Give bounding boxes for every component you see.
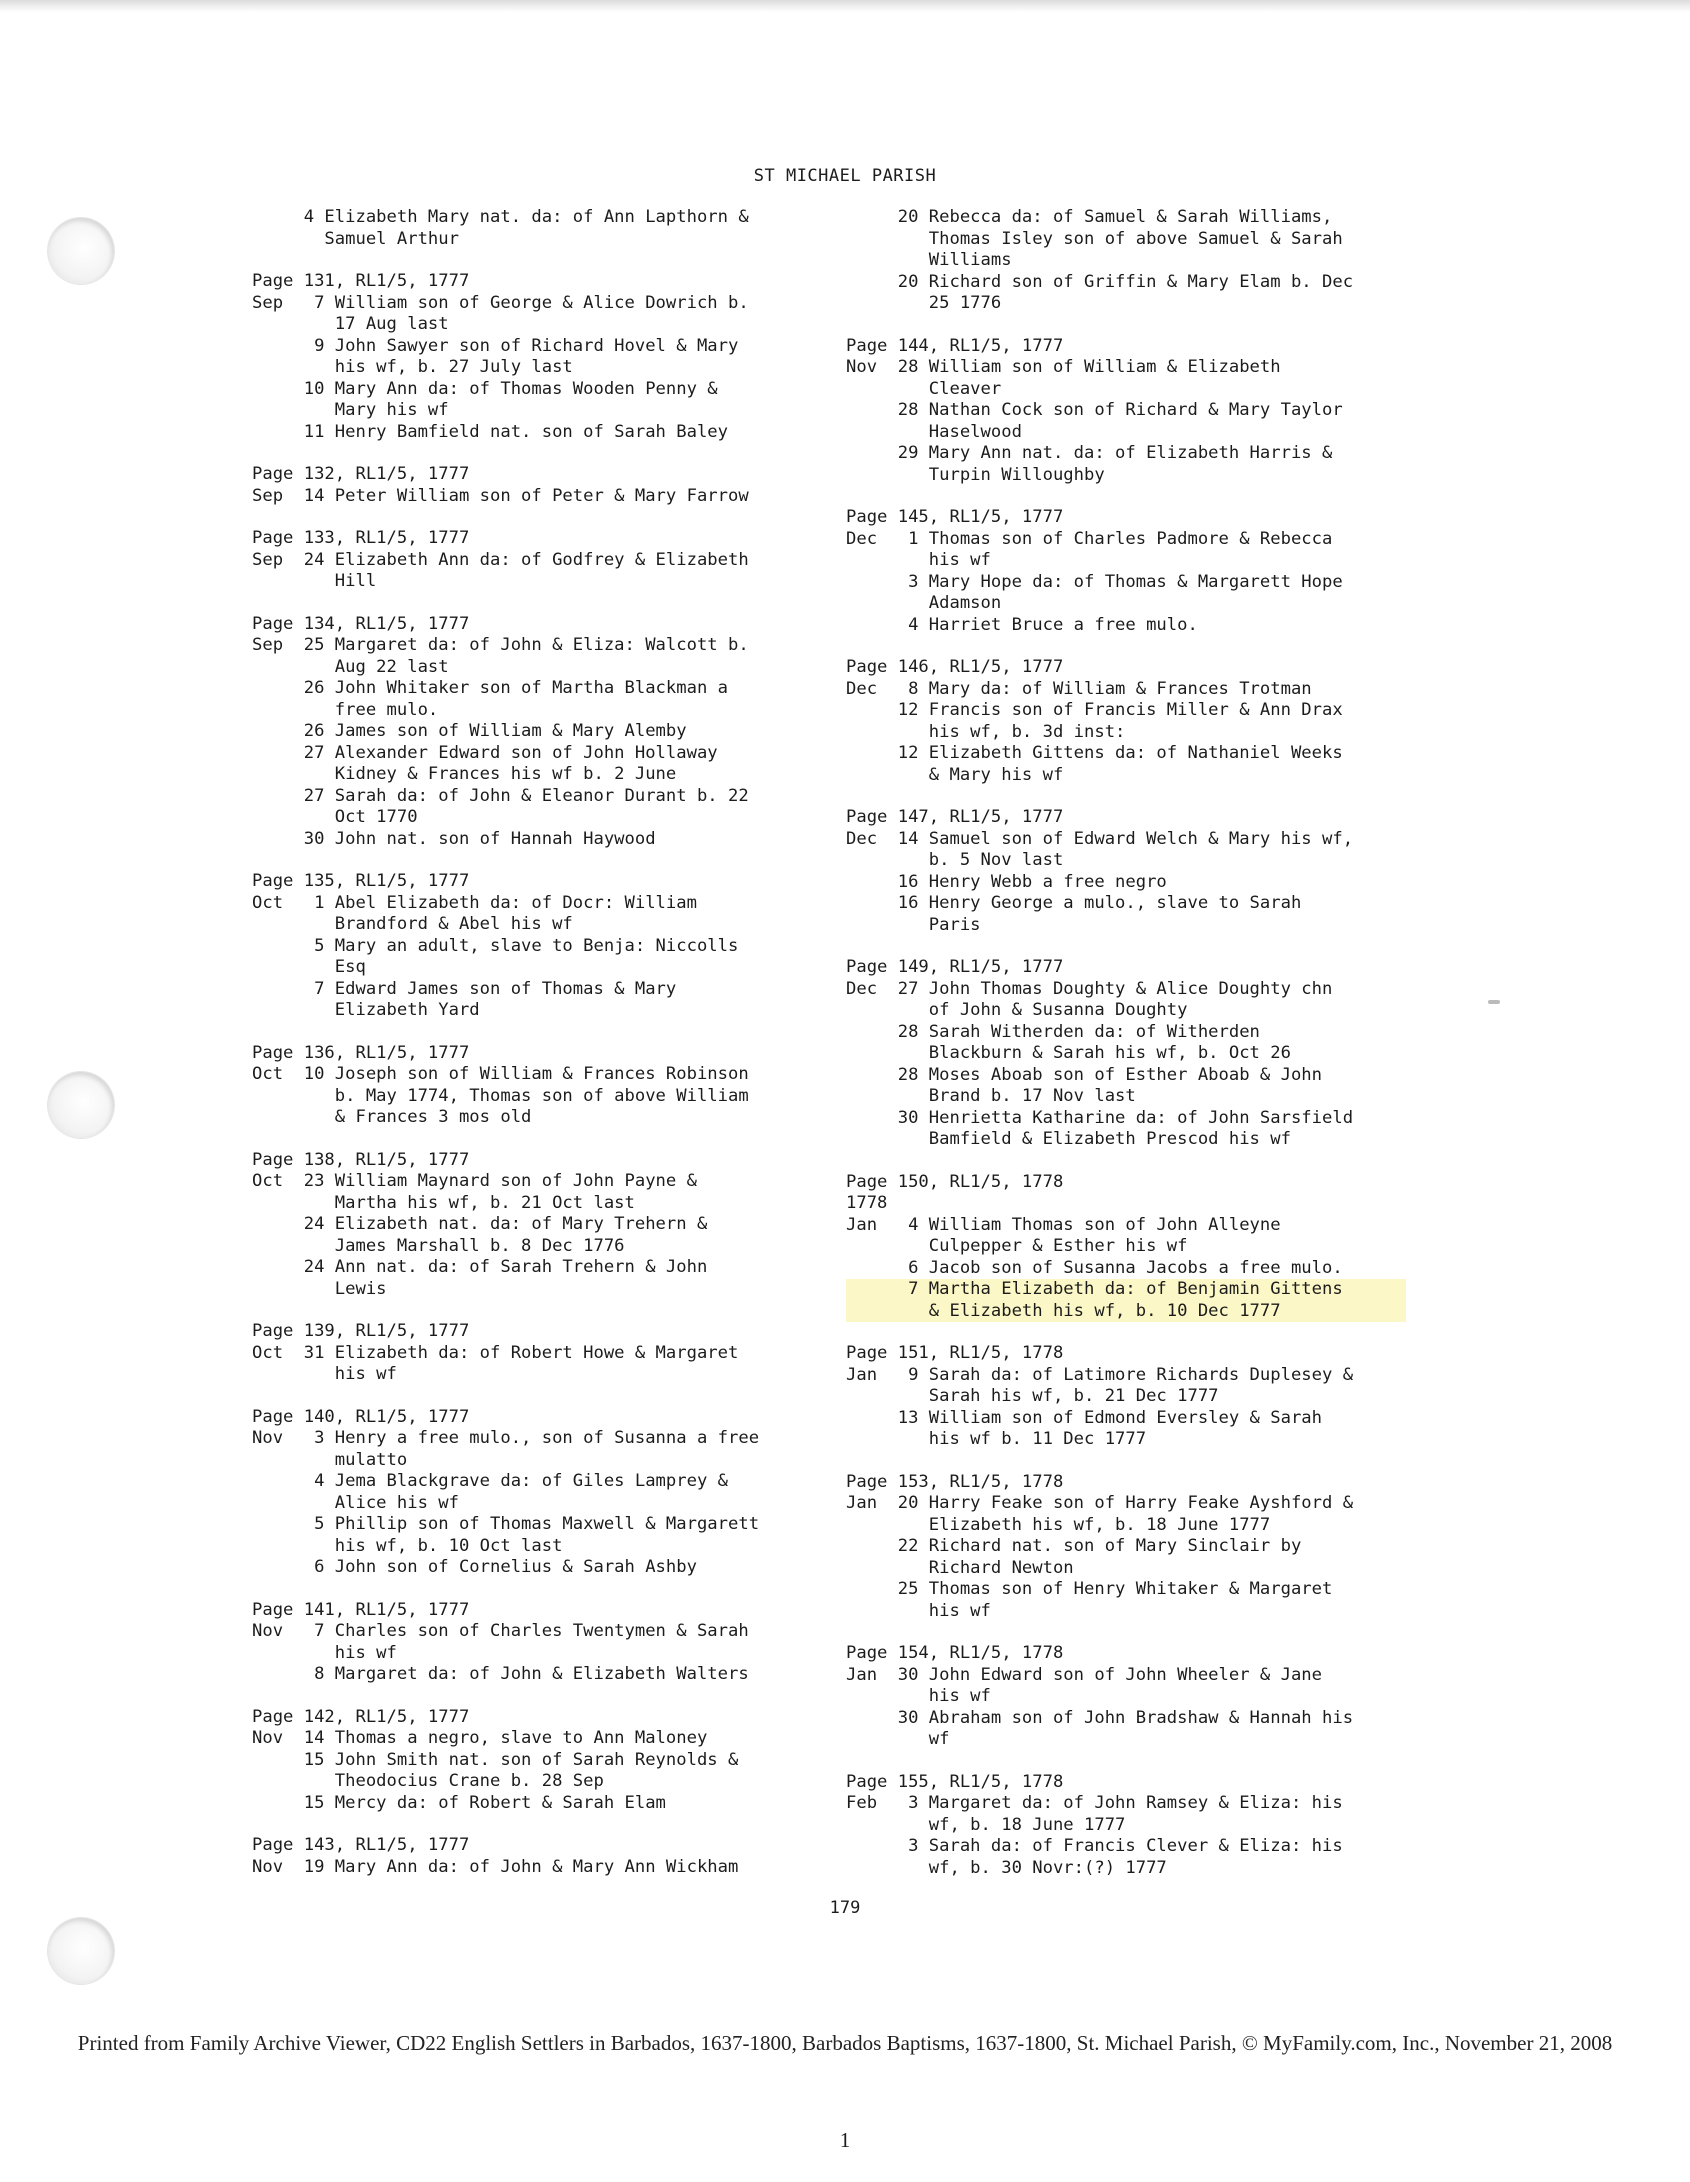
- entry-line: 5 Mary an adult, slave to Benja: Niccolls: [252, 935, 739, 956]
- entry-line: 11 Henry Bamfield nat. son of Sarah Baley: [252, 421, 728, 442]
- page-reference-line: Page 138, RL1/5, 1777: [252, 1149, 470, 1170]
- left-column: [252, 207, 812, 1878]
- register-entry-block: [252, 1600, 812, 1686]
- entry-line: 26 John Whitaker son of Martha Blackman a: [252, 678, 728, 698]
- entry-line: 26 James son of William & Mary Alemby: [252, 721, 687, 741]
- register-page-number: 179: [829, 1898, 861, 1918]
- entry-line: Sep 7 William son of George & Alice Dowrich b.: [252, 292, 749, 313]
- entry-gap: [846, 936, 1406, 957]
- page-reference-line: Page 141, RL1/5, 1777: [252, 1599, 470, 1620]
- entry-line: Sep 24 Elizabeth Ann da: of Godfrey & Elizabeth: [252, 549, 749, 570]
- entry-line: Dec 14 Samuel son of Edward Welch & Mary his wf,: [846, 828, 1354, 849]
- entry-line: his wf b. 11 Dec 1777: [846, 1429, 1147, 1449]
- entry-line: Williams: [846, 250, 1012, 270]
- register-entry-block: [252, 528, 812, 593]
- entry-line: Jan 30 John Edward son of John Wheeler & Jane: [846, 1664, 1322, 1685]
- entry-line: 28 Sarah Witherden da: of Witherden: [846, 1021, 1260, 1042]
- entry-line: 7 Martha Elizabeth da: of Benjamin Gittens: [846, 1279, 1406, 1301]
- entry-line: mulatto: [252, 1449, 408, 1470]
- register-entry-block: [846, 807, 1406, 936]
- entry-gap: [846, 1322, 1406, 1343]
- entry-line: Elizabeth Yard: [252, 1000, 480, 1020]
- entry-line: Cleaver: [846, 378, 1002, 399]
- entry-line: 24 Elizabeth nat. da: of Mary Trehern &: [252, 1214, 708, 1234]
- entry-line: wf, b. 30 Novr:(?) 1777: [846, 1857, 1167, 1878]
- page-reference-line: Page 147, RL1/5, 1777: [846, 807, 1064, 827]
- entry-line: 28 Moses Aboab son of Esther Aboab & John: [846, 1064, 1322, 1085]
- register-entry-block: [252, 1835, 812, 1878]
- entry-gap: [252, 1386, 812, 1407]
- entry-line: 3 Mary Hope da: of Thomas & Margarett Hope: [846, 571, 1343, 592]
- entry-line: Sep 14 Peter William son of Peter & Mary Farrow: [252, 485, 749, 506]
- entry-line: 30 Abraham son of John Bradshaw & Hannah his: [846, 1707, 1354, 1728]
- page-reference-line: Page 136, RL1/5, 1777: [252, 1042, 470, 1063]
- right-column: [846, 207, 1406, 1879]
- entry-line: Brandford & Abel his wf: [252, 914, 573, 934]
- entry-line: Elizabeth his wf, b. 18 June 1777: [846, 1514, 1271, 1535]
- entry-line: Oct 23 William Maynard son of John Payne &: [252, 1171, 697, 1191]
- register-entry-block: [846, 336, 1406, 487]
- entry-line: Richard Newton: [846, 1557, 1074, 1578]
- entry-line: 30 John nat. son of Hannah Haywood: [252, 828, 656, 849]
- binder-hole-bottom: [48, 1918, 114, 1984]
- entry-line: Haselwood: [846, 421, 1022, 442]
- entry-line: 15 John Smith nat. son of Sarah Reynolds &: [252, 1749, 739, 1770]
- register-entry-block: [252, 1707, 812, 1815]
- entry-line: Kidney & Frances his wf b. 2 June: [252, 764, 677, 784]
- entry-line: Martha his wf, b. 21 Oct last: [252, 1192, 635, 1213]
- entry-line: 25 1776: [846, 293, 1002, 313]
- register-entry-block: [252, 464, 812, 507]
- entry-line: Culpepper & Esther his wf: [846, 1236, 1188, 1256]
- entry-gap: [252, 1022, 812, 1043]
- entry-gap: [252, 1300, 812, 1321]
- entry-line: Alice his wf: [252, 1492, 459, 1513]
- entry-line: Dec 27 John Thomas Doughty & Alice Doughty chn: [846, 978, 1333, 999]
- entry-gap: [252, 1129, 812, 1150]
- entry-line: Nov 7 Charles son of Charles Twentymen & Sarah: [252, 1621, 749, 1641]
- entry-gap: [846, 636, 1406, 657]
- page-reference-line: Page 155, RL1/5, 1778: [846, 1771, 1064, 1792]
- entry-line: Oct 31 Elizabeth da: of Robert Howe & Margaret: [252, 1342, 739, 1363]
- page-reference-line: Page 143, RL1/5, 1777: [252, 1835, 470, 1855]
- entry-line: & Frances 3 mos old: [252, 1107, 532, 1127]
- page-reference-line: Page 133, RL1/5, 1777: [252, 528, 470, 548]
- register-entry-block: [846, 957, 1406, 1151]
- page-reference-line: Page 132, RL1/5, 1777: [252, 464, 470, 484]
- print-footer: Printed from Family Archive Viewer, CD22 English Settlers in Barbados, 1637-1800, Barbados Baptisms, 1637-1800, St. Michael Parish, © MyFamily.com, Inc., November 21, 2008: [77, 2031, 1613, 2055]
- register-entry-block: [252, 1407, 812, 1579]
- entry-gap: [252, 507, 812, 528]
- page-title: ST MICHAEL PARISH: [753, 166, 937, 186]
- register-entry-block: [252, 614, 812, 851]
- entry-line: his wf: [846, 1600, 991, 1621]
- entry-line: 15 Mercy da: of Robert & Sarah Elam: [252, 1792, 666, 1813]
- entry-gap: [846, 486, 1406, 507]
- entry-gap: [846, 786, 1406, 807]
- register-entry-block: [252, 871, 812, 1022]
- entry-line: Esq: [252, 957, 366, 977]
- entry-line: 10 Mary Ann da: of Thomas Wooden Penny &: [252, 378, 718, 399]
- page-reference-line: Page 146, RL1/5, 1777: [846, 657, 1064, 677]
- register-entry-block: [252, 271, 812, 443]
- entry-line: Turpin Willoughby: [846, 464, 1105, 485]
- entry-line: Oct 10 Joseph son of William & Frances Robinson: [252, 1064, 749, 1084]
- entry-line: 16 Henry George a mulo., slave to Sarah: [846, 893, 1302, 913]
- page-reference-line: Page 154, RL1/5, 1778: [846, 1643, 1064, 1663]
- register-entry-block: [846, 1472, 1406, 1623]
- page-reference-line: Page 149, RL1/5, 1777: [846, 957, 1064, 977]
- entry-line: 29 Mary Ann nat. da: of Elizabeth Harris &: [846, 443, 1333, 463]
- entry-line: 8 Margaret da: of John & Elizabeth Walters: [252, 1664, 749, 1684]
- entry-line: b. 5 Nov last: [846, 850, 1064, 870]
- register-entry-block: [252, 1043, 812, 1129]
- page-reference-line: Page 134, RL1/5, 1777: [252, 613, 470, 634]
- entry-line: Feb 3 Margaret da: of John Ramsey & Eliza: his: [846, 1793, 1343, 1813]
- entry-line: Samuel Arthur: [252, 228, 459, 249]
- entry-line: Hill: [252, 571, 377, 591]
- entry-line: Adamson: [846, 593, 1002, 613]
- register-entry-block: [846, 1772, 1406, 1880]
- entry-line: of John & Susanna Doughty: [846, 1000, 1188, 1020]
- binder-hole-middle: [48, 1072, 114, 1138]
- entry-line: 25 Thomas son of Henry Whitaker & Margaret: [846, 1579, 1333, 1599]
- entry-line: 6 Jacob son of Susanna Jacobs a free mulo.: [846, 1257, 1343, 1278]
- entry-line: Blackburn & Sarah his wf, b. Oct 26: [846, 1043, 1291, 1063]
- entry-line: his wf: [252, 1364, 397, 1384]
- entry-line: Jan 20 Harry Feake son of Harry Feake Ayshford &: [846, 1493, 1354, 1513]
- entry-line: wf: [846, 1729, 950, 1749]
- register-entry-block: [846, 1643, 1406, 1751]
- entry-line: Paris: [846, 914, 981, 935]
- entry-line: 17 Aug last: [252, 314, 449, 334]
- entry-line: b. May 1774, Thomas son of above William: [252, 1085, 749, 1106]
- page-reference-line: Page 144, RL1/5, 1777: [846, 335, 1064, 356]
- register-entry-block: [846, 1343, 1406, 1451]
- entry-line: Sep 25 Margaret da: of John & Eliza: Walcott b.: [252, 635, 749, 655]
- entry-gap: [846, 1151, 1406, 1172]
- entry-gap: [252, 593, 812, 614]
- entry-line: 12 Francis son of Francis Miller & Ann Drax: [846, 700, 1343, 720]
- entry-gap: [252, 850, 812, 871]
- entry-line: Bamfield & Elizabeth Prescod his wf: [846, 1129, 1291, 1149]
- entry-line: Aug 22 last: [252, 656, 449, 677]
- entry-line: 9 John Sawyer son of Richard Hovel & Mary: [252, 335, 739, 356]
- entry-line: 4 Jema Blackgrave da: of Giles Lamprey &: [252, 1471, 728, 1491]
- entry-line: Nov 14 Thomas a negro, slave to Ann Maloney: [252, 1728, 708, 1748]
- entry-gap: [846, 315, 1406, 336]
- entry-line: his wf, b. 3d inst:: [846, 721, 1126, 742]
- entry-gap: [846, 1751, 1406, 1772]
- entry-gap: [252, 1579, 812, 1600]
- entry-line: Jan 9 Sarah da: of Latimore Richards Duplesey &: [846, 1364, 1354, 1385]
- entry-line: 4 Harriet Bruce a free mulo.: [846, 614, 1198, 635]
- entry-gap: [846, 1451, 1406, 1472]
- entry-line: Brand b. 17 Nov last: [846, 1086, 1136, 1106]
- entry-line: & Mary his wf: [846, 764, 1064, 785]
- entry-line: 24 Ann nat. da: of Sarah Trehern & John: [252, 1257, 708, 1277]
- entry-line: his wf: [846, 550, 991, 570]
- page-reference-line: Page 142, RL1/5, 1777: [252, 1706, 470, 1727]
- entry-line: Nov 19 Mary Ann da: of John & Mary Ann Wickham: [252, 1856, 739, 1877]
- entry-line: Thomas Isley son of above Samuel & Sarah: [846, 228, 1343, 249]
- page-reference-line: Page 131, RL1/5, 1777: [252, 271, 470, 291]
- entry-line: his wf, b. 10 Oct last: [252, 1535, 563, 1556]
- entry-line: his wf, b. 27 July last: [252, 357, 573, 377]
- entry-line: 12 Elizabeth Gittens da: of Nathaniel Weeks: [846, 743, 1343, 763]
- entry-line: & Elizabeth his wf, b. 10 Dec 1777: [846, 1301, 1406, 1323]
- entry-line: 4 Elizabeth Mary nat. da: of Ann Lapthorn &: [252, 207, 749, 227]
- entry-line: Nov 28 William son of William & Elizabeth: [846, 357, 1281, 377]
- entry-line: 13 William son of Edmond Eversley & Sarah: [846, 1407, 1322, 1428]
- page-reference-line: Page 139, RL1/5, 1777: [252, 1321, 470, 1341]
- entry-line: his wf: [846, 1686, 991, 1706]
- entry-line: his wf: [252, 1642, 397, 1663]
- page-reference-line: Page 140, RL1/5, 1777: [252, 1406, 470, 1427]
- entry-gap: [846, 1622, 1406, 1643]
- entry-line: 7 Edward James son of Thomas & Mary: [252, 978, 677, 999]
- page-reference-line: Page 151, RL1/5, 1778: [846, 1343, 1064, 1363]
- entry-line: 5 Phillip son of Thomas Maxwell & Margarett: [252, 1514, 760, 1534]
- entry-line: 16 Henry Webb a free negro: [846, 871, 1167, 892]
- entry-line: Oct 1770: [252, 807, 418, 827]
- register-entry-block: [846, 507, 1406, 636]
- register-entry-block: [846, 657, 1406, 786]
- entry-gap: [252, 1686, 812, 1707]
- page-reference-line: Page 153, RL1/5, 1778: [846, 1471, 1064, 1492]
- entry-line: 1778: [846, 1193, 888, 1213]
- binder-hole-top: [48, 218, 114, 284]
- register-entry-block: [252, 1150, 812, 1301]
- entry-line: wf, b. 18 June 1777: [846, 1814, 1126, 1835]
- entry-gap: [252, 443, 812, 464]
- register-entry-block: [252, 207, 812, 250]
- entry-line: James Marshall b. 8 Dec 1776: [252, 1235, 625, 1256]
- entry-line: Theodocius Crane b. 28 Sep: [252, 1771, 604, 1791]
- entry-line: free mulo.: [252, 699, 439, 720]
- entry-line: Jan 4 William Thomas son of John Alleyne: [846, 1214, 1281, 1235]
- entry-line: 22 Richard nat. son of Mary Sinclair by: [846, 1536, 1302, 1556]
- entry-line: Dec 8 Mary da: of William & Frances Trotman: [846, 678, 1312, 699]
- entry-line: Sarah his wf, b. 21 Dec 1777: [846, 1386, 1219, 1406]
- entry-line: Dec 1 Thomas son of Charles Padmore & Rebecca: [846, 528, 1333, 549]
- entry-line: 3 Sarah da: of Francis Clever & Eliza: his: [846, 1836, 1343, 1856]
- entry-line: 28 Nathan Cock son of Richard & Mary Taylor: [846, 400, 1343, 420]
- entry-gap: [252, 250, 812, 271]
- entry-line: Lewis: [252, 1278, 387, 1299]
- entry-line: 20 Richard son of Griffin & Mary Elam b. Dec: [846, 271, 1354, 292]
- entry-gap: [252, 1814, 812, 1835]
- sheet-number: 1: [839, 2128, 851, 2152]
- entry-line: 20 Rebecca da: of Samuel & Sarah Williams,: [846, 207, 1333, 227]
- entry-line: Nov 3 Henry a free mulo., son of Susanna a free: [252, 1428, 760, 1448]
- scan-top-edge: [0, 0, 1690, 12]
- entry-line: 27 Alexander Edward son of John Hollaway: [252, 742, 718, 763]
- page-reference-line: Page 145, RL1/5, 1777: [846, 507, 1064, 527]
- page-reference-line: Page 150, RL1/5, 1778: [846, 1171, 1064, 1192]
- entry-line: 6 John son of Cornelius & Sarah Ashby: [252, 1557, 697, 1577]
- register-entry-block: [846, 207, 1406, 315]
- page-reference-line: Page 135, RL1/5, 1777: [252, 871, 470, 891]
- entry-line: Oct 1 Abel Elizabeth da: of Docr: William: [252, 892, 697, 913]
- entry-line: Mary his wf: [252, 400, 449, 420]
- register-entry-block: [252, 1321, 812, 1386]
- entry-line: 27 Sarah da: of John & Eleanor Durant b. 22: [252, 785, 749, 806]
- scan-speck: [1488, 1000, 1500, 1004]
- register-entry-block: [846, 1172, 1406, 1323]
- entry-line: 30 Henrietta Katharine da: of John Sarsfield: [846, 1107, 1354, 1128]
